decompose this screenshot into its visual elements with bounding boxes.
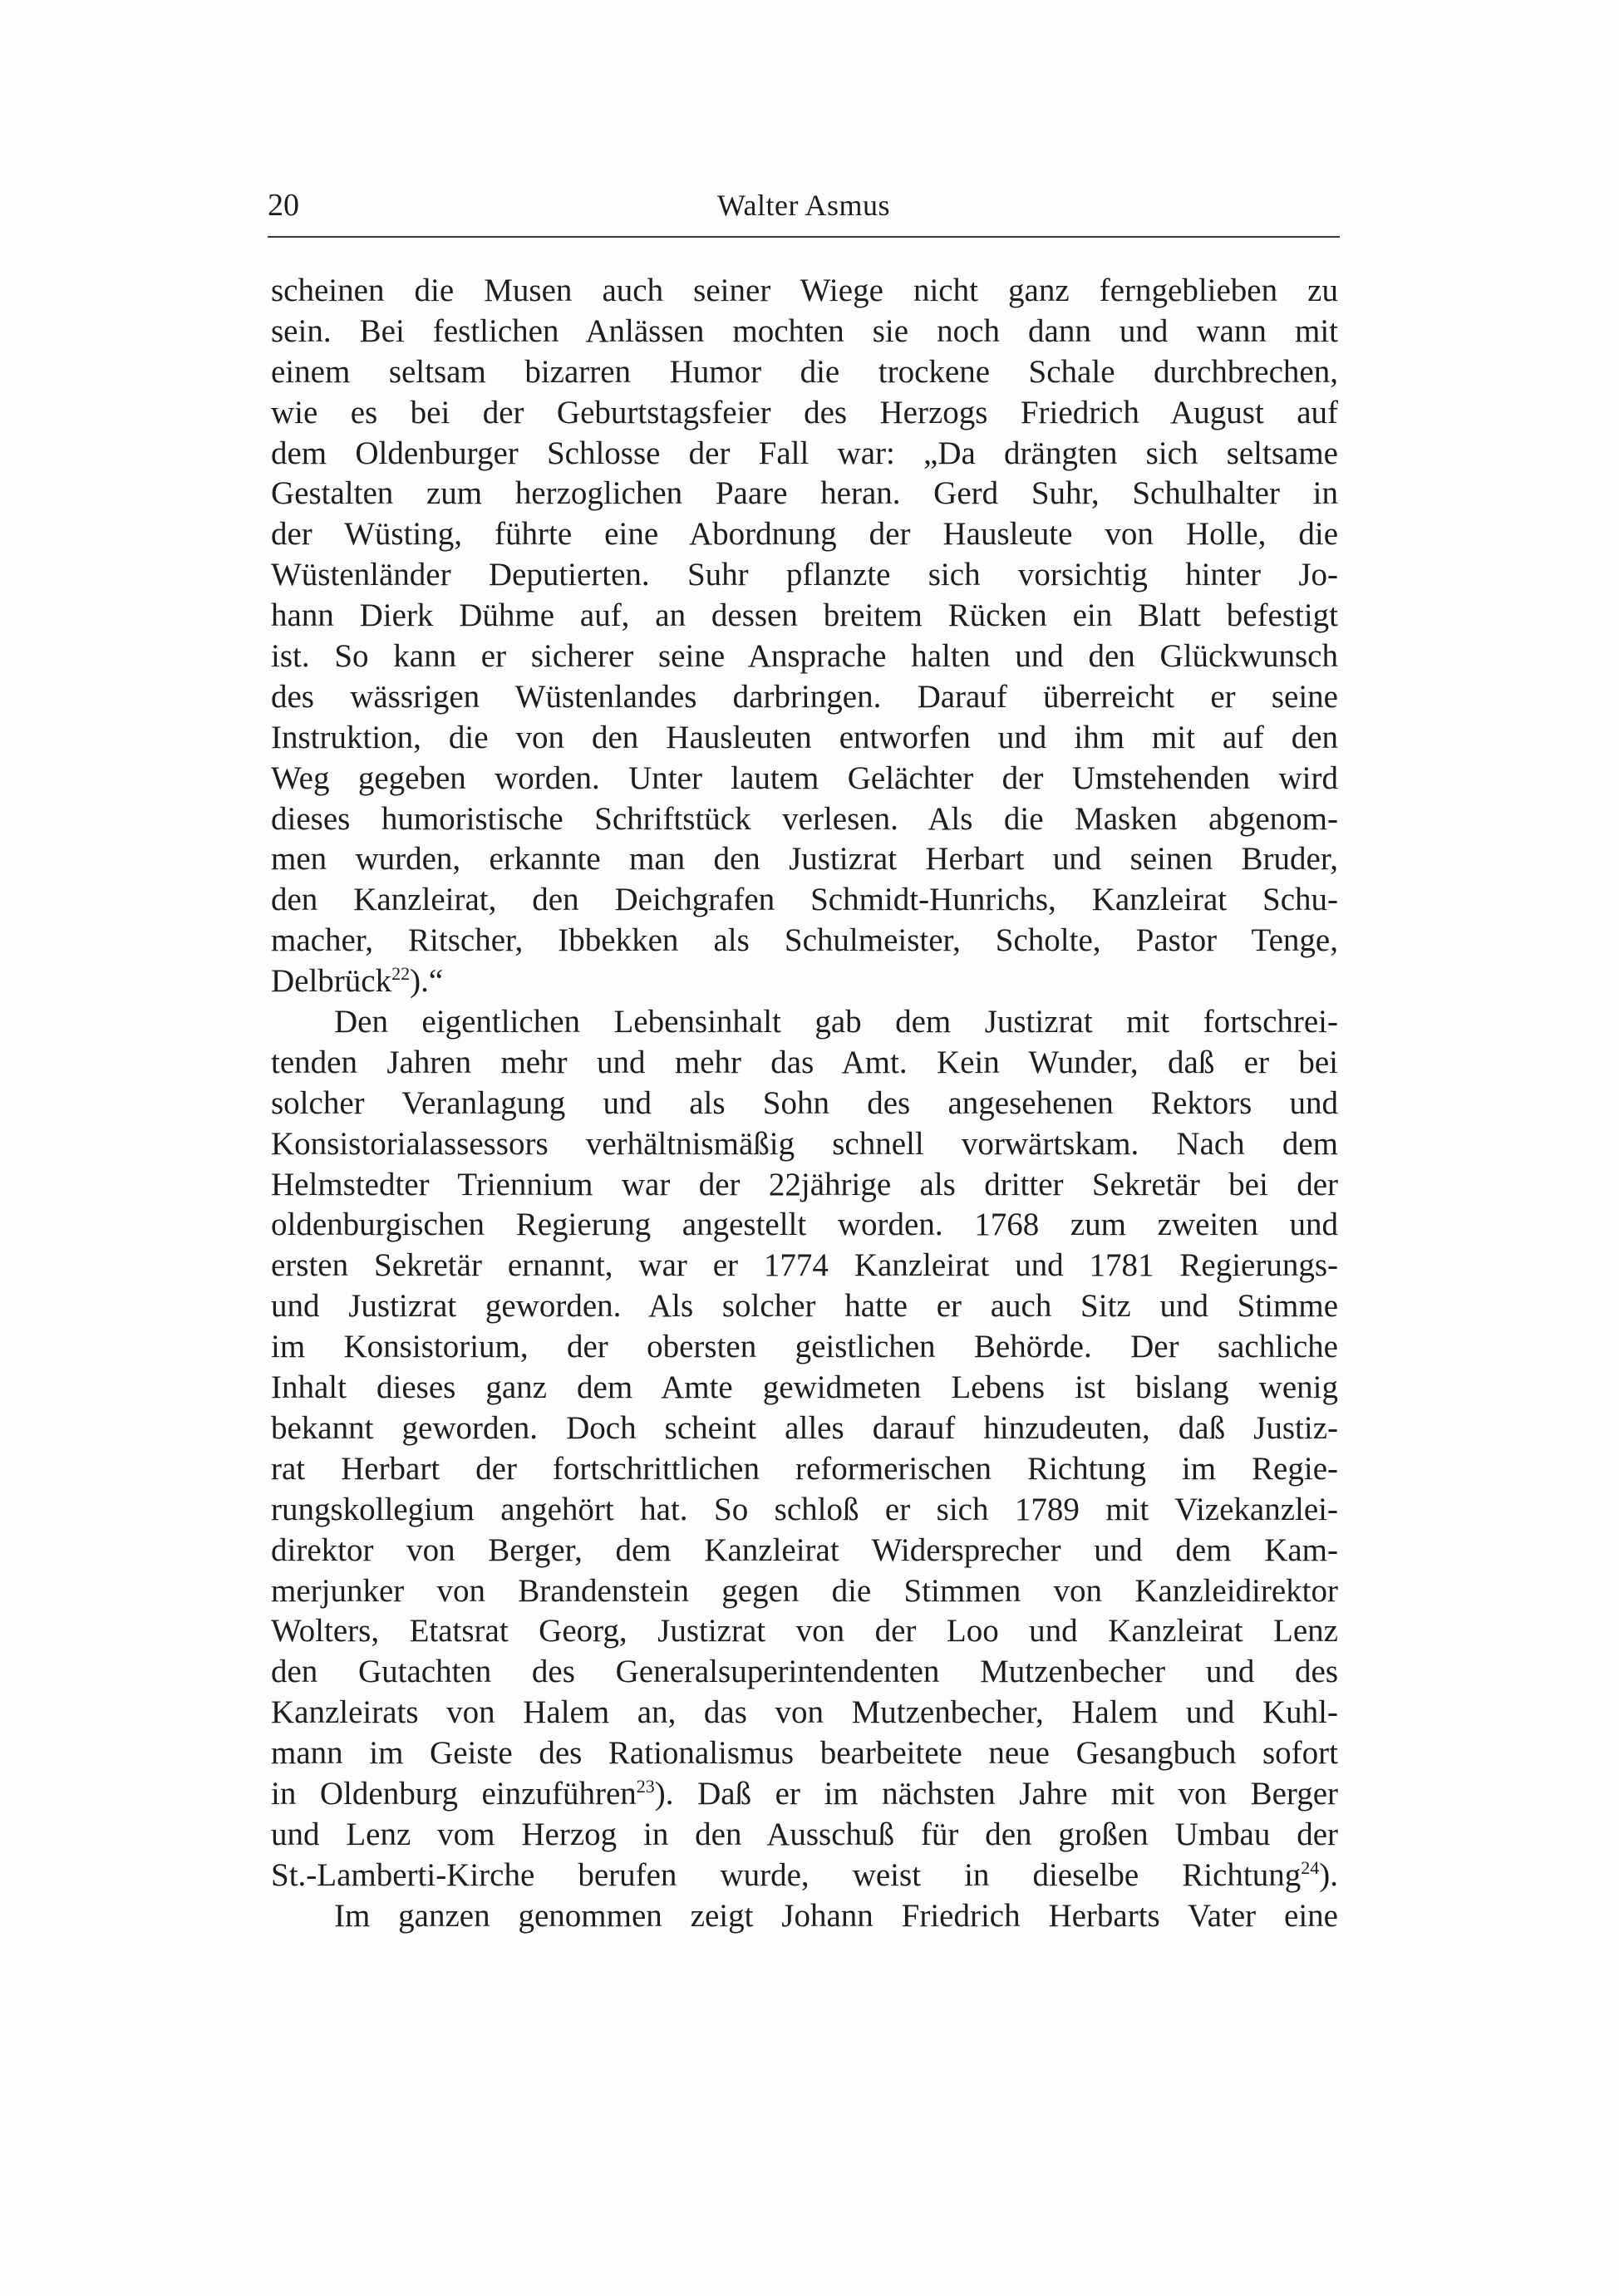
text-line: den Gutachten des Generalsuperintendenten Mutzenbecher und des [271,1654,1338,1690]
text-line: bekannt geworden. Doch scheint alles darauf hinzudeuten, daß Justiz- [271,1409,1338,1446]
text-line: des wässrigen Wüstenlandes darbringen. Darauf überreicht er seine [271,678,1338,715]
line-tail: ).“ [410,963,444,1000]
text-line: men wurden, erkannte man den Justizrat Herbart und seinen Bruder, [271,841,1338,878]
text-line: solcher Veranlagung und als Sohn des angesehenen Rektors und [271,1084,1338,1121]
text-line: scheinen die Musen auch seiner Wiege nicht ganz ferngeblieben zu [271,273,1338,308]
text-line: Kanzleirats von Halem an, das von Mutzenbecher, Halem und Kuhl- [271,1694,1338,1731]
text-line: Wolters, Etatsrat Georg, Justizrat von der Loo und Kanzleirat Lenz [271,1613,1338,1649]
text-line: und Justizrat geworden. Als solcher hatte er auch Sitz und Stimme [271,1288,1338,1325]
text-line: rungskollegium angehört hat. So schloß er sich 1789 mit Vizekanzlei- [271,1491,1338,1527]
text-line: ersten Sekretär ernannt, war er 1774 Kanzleirat und 1781 Regierungs- [271,1247,1338,1284]
text-line: im Konsistorium, der obersten geistlichen Behörde. Der sachliche [271,1329,1338,1365]
line-tail: ). Daß er im nächsten Jahre mit von Berger [654,1775,1338,1812]
line-text: St.-Lamberti-Kirche berufen wurde, weist in dieselbe Richtung [271,1856,1302,1893]
text-line-with-footnote [271,1774,1338,1815]
line-text: Delbrück [271,963,392,1000]
text-line: einem seltsam bizarren Humor die trockene Schale durchbrechen, [271,353,1338,390]
text-line: und Lenz vom Herzog in den Ausschuß für den großen Umbau der [271,1816,1338,1852]
paragraph-start-line: Den eigentlichen Lebensinhalt gab dem Justizrat mit fortschrei- [334,1004,1338,1040]
text-line: oldenburgischen Regierung angestellt worden. 1768 zum zweiten und [271,1207,1338,1243]
text-line: rat Herbart der fortschrittlichen reformerischen Richtung im Regie- [271,1450,1338,1487]
text-line: dieses humoristische Schriftstück verlesen. Als die Masken abgenom- [271,800,1338,837]
footnote-ref-23[interactable]: 23 [636,1775,655,1797]
text-line: Inhalt dieses ganz dem Amte gewidmeten Lebens ist bislang wenig [271,1369,1338,1406]
text-line: Helmstedter Triennium war der 22jährige als dritter Sekretär bei der [271,1166,1338,1202]
text-line: tenden Jahren mehr und mehr das Amt. Kein Wunder, daß er bei [271,1044,1338,1080]
body-text [271,271,1338,1937]
line-tail: ). [1319,1856,1338,1893]
text-line: sein. Bei festlichen Anlässen mochten sie noch dann und wann mit [271,312,1338,349]
text-line: Gestalten zum herzoglichen Paare heran. Gerd Suhr, Schulhalter in [271,475,1338,512]
line-text: in Oldenburg einzuführen [271,1775,637,1812]
text-line-with-footnote [271,1856,1338,1896]
header-rule [268,236,1340,238]
text-line: Konsistorialassessors verhältnismäßig schnell vorwärtskam. Nach dem [271,1125,1338,1162]
text-line: den Kanzleirat, den Deichgrafen Schmidt-Hunrichs, Kanzleirat Schu- [271,882,1338,918]
paragraph-start-line: Im ganzen genommen zeigt Johann Friedrich Herbarts Vater eine [334,1897,1338,1934]
text-line: der Wüsting, führte eine Abordnung der Hausleute von Holle, die [271,516,1338,553]
footnote-ref-22[interactable]: 22 [391,963,411,985]
text-line: macher, Ritscher, Ibbekken als Schulmeister, Scholte, Pastor Tenge, [271,922,1338,959]
text-line: ist. So kann er sicherer seine Ansprache halten und den Glückwunsch [271,638,1338,675]
page-number: 20 [268,188,299,223]
text-line: wie es bei der Geburtstagsfeier des Herzogs Friedrich August auf [271,394,1338,430]
text-line: Wüstenländer Deputierten. Suhr pflanzte sich vorsichtig hinter Jo- [271,557,1338,593]
text-line: mann im Geiste des Rationalismus bearbeitete neue Gesangbuch sofort [271,1735,1338,1772]
running-head: Walter Asmus [716,189,891,222]
footnote-ref-24[interactable]: 24 [1301,1856,1320,1878]
text-line: hann Dierk Dühme auf, an dessen breitem Rücken ein Blatt befestigt [271,597,1338,634]
page-header [268,184,1340,234]
text-line: dem Oldenburger Schlosse der Fall war: „Da drängten sich seltsame [271,435,1338,471]
text-line-with-footnote [271,961,1338,1002]
text-line: direktor von Berger, dem Kanzleirat Widersprecher und dem Kam- [271,1531,1338,1568]
text-line: Weg gegeben worden. Unter lautem Gelächter der Umstehenden wird [271,760,1338,796]
text-line: merjunker von Brandenstein gegen die Stimmen von Kanzleidirektor [271,1572,1338,1609]
text-line: Instruktion, die von den Hausleuten entworfen und ihm mit auf den [271,719,1338,755]
